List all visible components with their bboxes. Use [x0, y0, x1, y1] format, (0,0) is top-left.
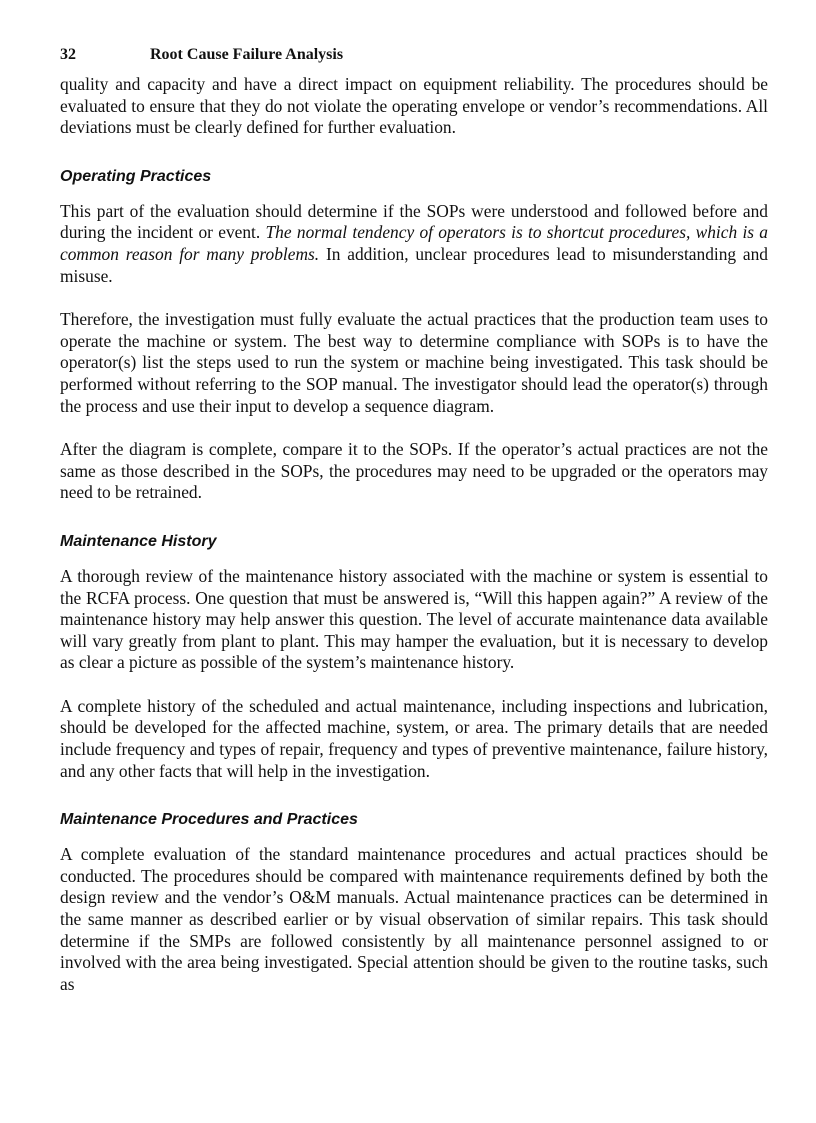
maintenance-history-paragraph-2: A complete history of the scheduled and actual maintenance, including inspections and lubrication, should be developed for the affected machine, system, or area. The primary details that are needed include frequency and types of repair, frequency and types of preventive maintenance, failure history, and any other facts that will help in the investigation. [60, 695, 768, 781]
section-heading-maintenance-procedures: Maintenance Procedures and Practices [60, 811, 358, 829]
operating-practices-paragraph-1 [60, 201, 768, 287]
section-heading-maintenance-history: Maintenance History [60, 532, 217, 550]
running-title: Root Cause Failure Analysis [150, 46, 344, 63]
maintenance-history-paragraph-1: A thorough review of the maintenance history associated with the machine or system is essential to the RCFA process. One question that must be answered is, “Will this happen again?” A review of the maintenance history may help answer this question. The level of accurate maintenance data available will vary greatly from plant to plant. This may hamper the evaluation, but it is necessary to develop as clear a picture as possible of the system’s maintenance history. [60, 565, 768, 673]
section-heading-operating-practices: Operating Practices [60, 167, 212, 185]
op-p1-text-after: In addition, unclear procedures lead to misunderstanding and misuse. [60, 243, 769, 286]
operating-practices-paragraph-3: After the diagram is complete, compare it to the SOPs. If the operator’s actual practices are not the same as those described in the SOPs, the procedures may need to be upgraded or the operators may need to be retrained. [60, 439, 768, 503]
op-p1-italic-emphasis: The normal tendency of operators is to shortcut procedures, which is a common reason for many problems. [60, 222, 769, 264]
operating-practices-paragraph-2: Therefore, the investigation must fully evaluate the actual practices that the production team uses to operate the machine or system. The best way to determine compliance with SOPs is to have the operator(s) list the steps used to run the system or machine being investigated. This task should be performed without referring to the SOP manual. The investigator should lead the operator(s) through the process and use their input to develop a sequence diagram. [60, 309, 768, 416]
maintenance-procedures-paragraph-1: A complete evaluation of the standard maintenance procedures and actual practices should be conducted. The procedures should be compared with maintenance requirements defined by both the design review and the vendor’s O&M manuals. Actual maintenance practices can be determined in the same manner as described earlier or by visual observation of similar repairs. This task should determine if the SMPs are followed consistently by all maintenance personnel assigned to or involved with the area being investigated. Special attention should be given to the routine tasks, such as [60, 844, 768, 994]
page-number: 32 [60, 46, 76, 63]
op-p1-text-before: This part of the evaluation should determine if the SOPs were understood and followed before and during the incident or event. [60, 200, 768, 243]
running-head [60, 46, 768, 74]
intro-paragraph: quality and capacity and have a direct impact on equipment reliability. The procedures should be evaluated to ensure that they do not violate the operating envelope or vendor’s recommendations. All deviations must be clearly defined for further evaluation. [60, 74, 768, 138]
